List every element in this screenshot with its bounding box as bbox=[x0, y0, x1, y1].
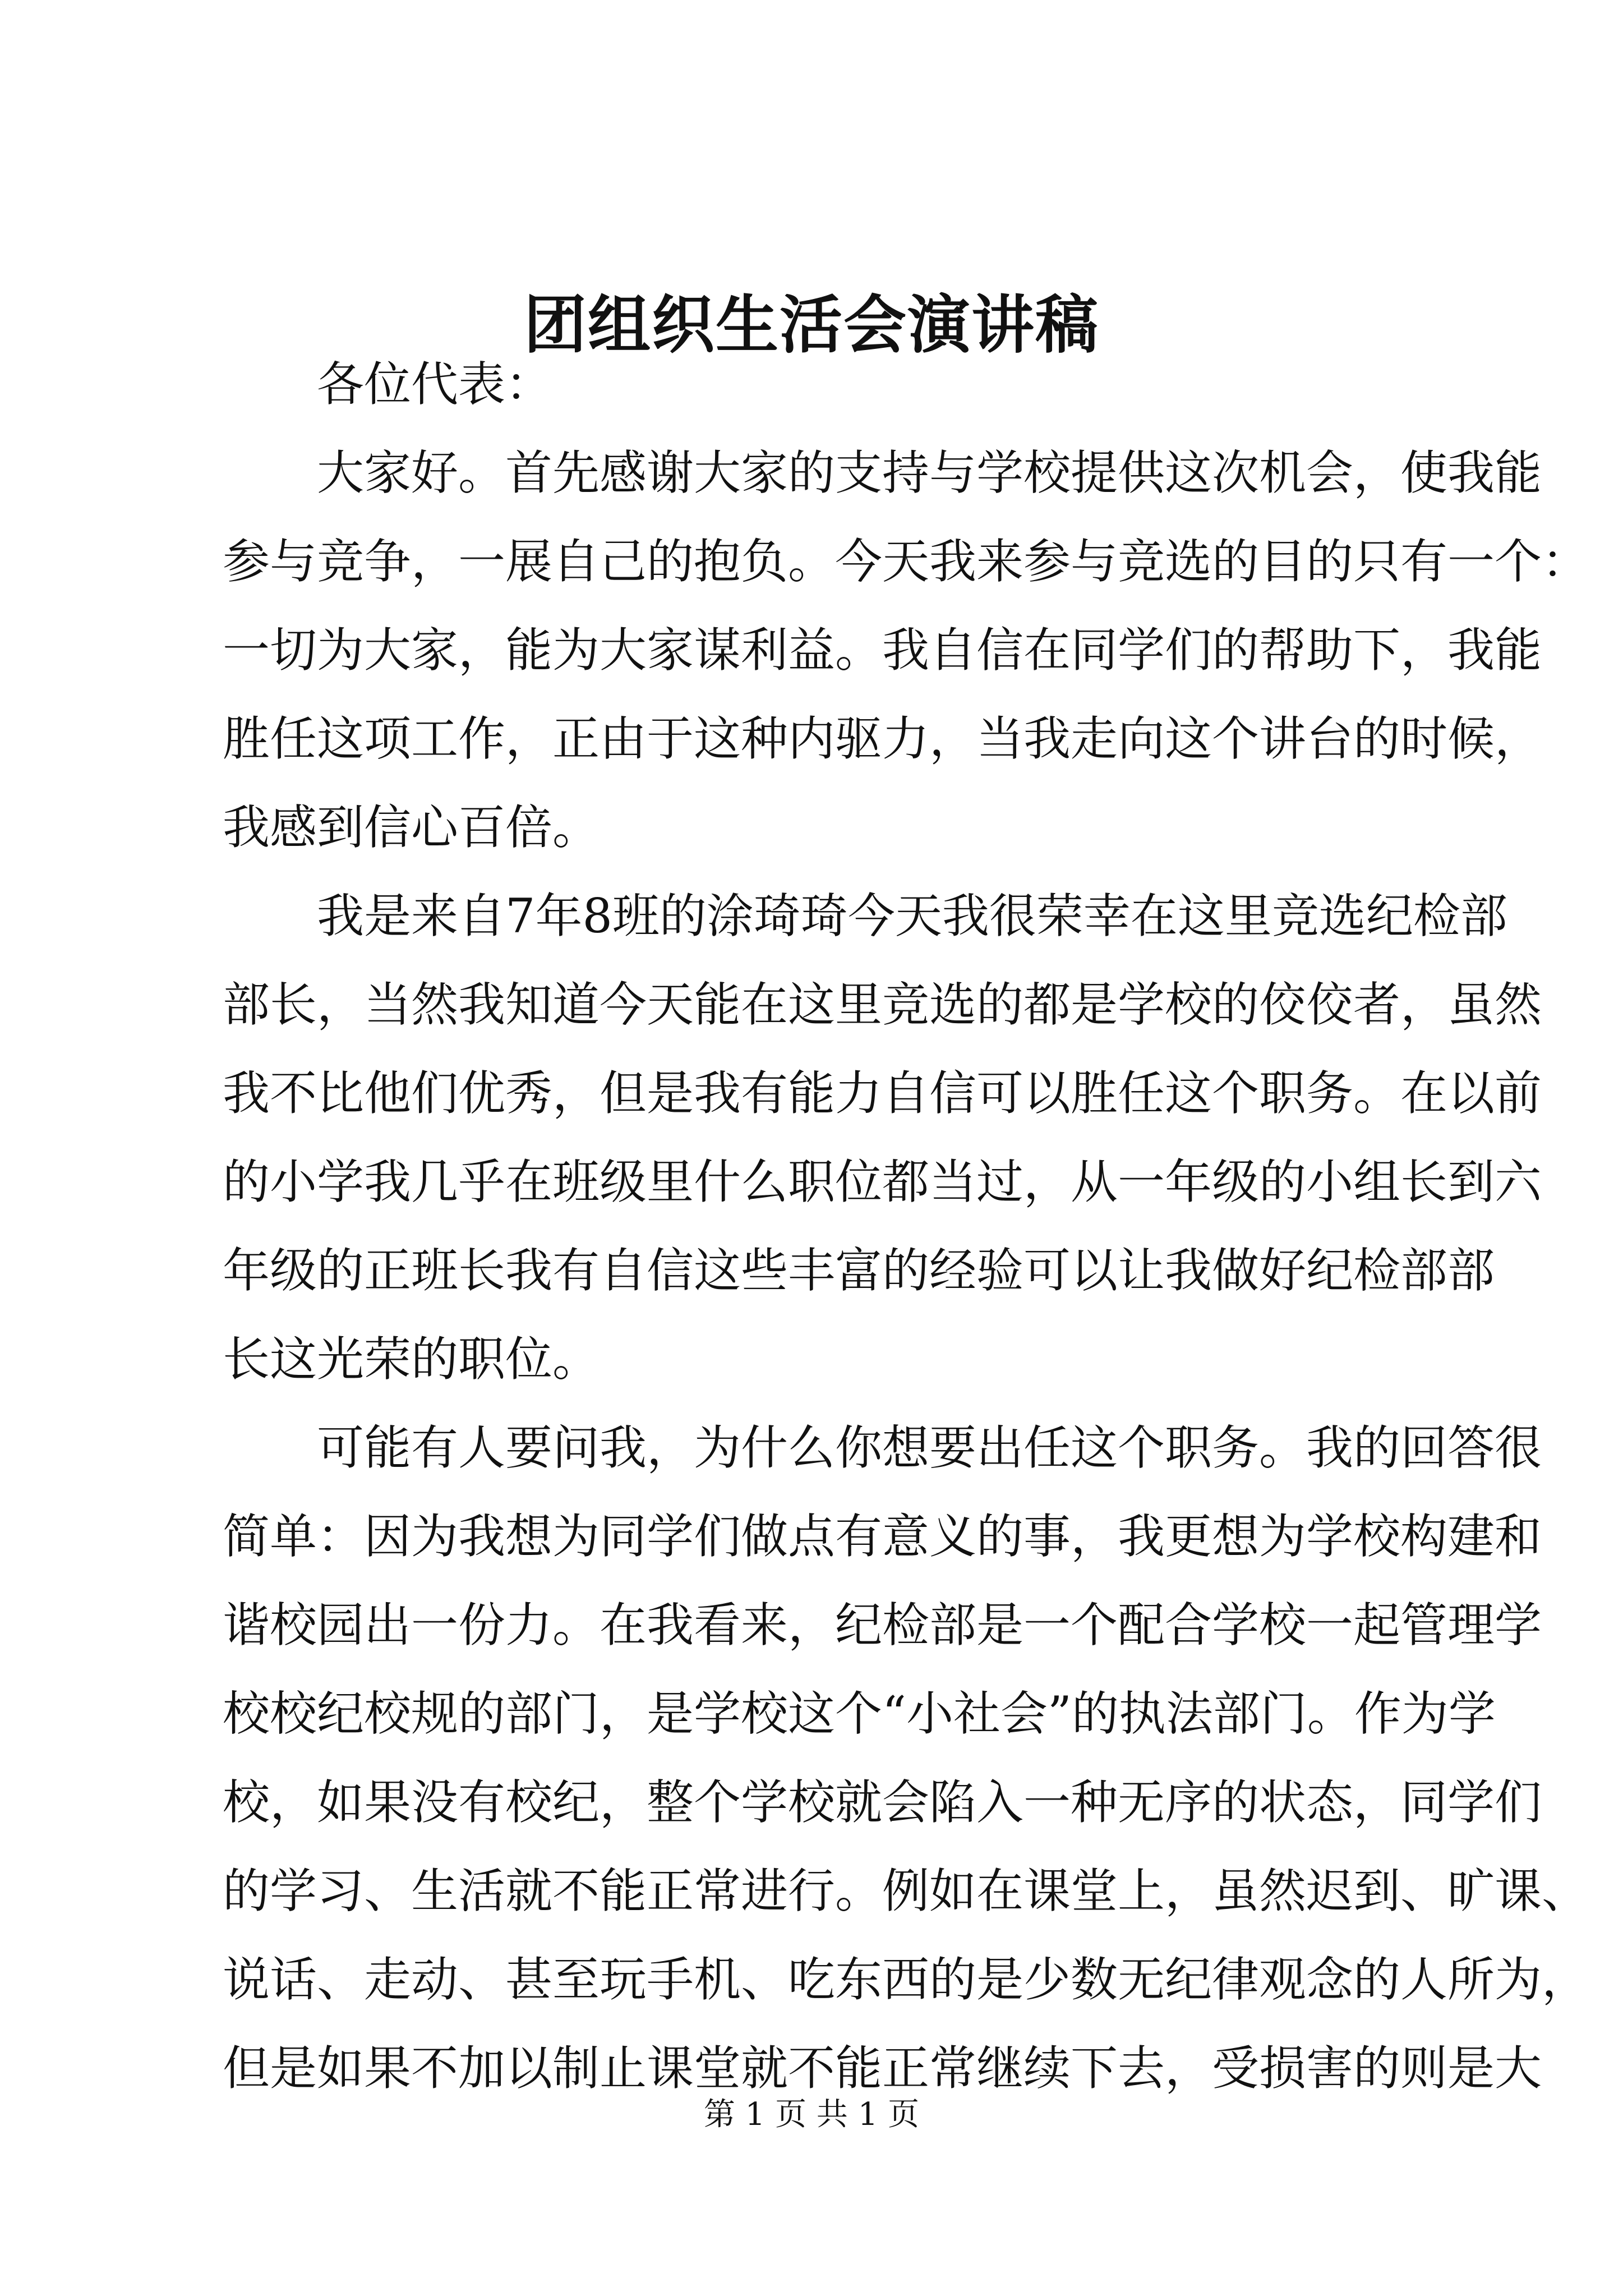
paragraph-line: 我是来自7年8班的涂琦琦今天我很荣幸在这里竞选纪检部 bbox=[317, 889, 1507, 944]
paragraph-line: 可能有人要问我，为什么你想要出任这个职务。我的回答很 bbox=[317, 1420, 1542, 1475]
paragraph-line: 长这光荣的职位。 bbox=[223, 1332, 600, 1387]
document-body bbox=[223, 340, 1589, 2113]
paragraph-line: 大家好。首先感谢大家的支持与学校提供这次机会，使我能 bbox=[317, 445, 1542, 500]
paragraph-line: 一切为大家，能为大家谋利益。我自信在同学们的帮助下，我能 bbox=[223, 623, 1542, 678]
page-footer: 第 1 页 共 1 页 bbox=[703, 2096, 920, 2133]
paragraph-line: 的小学我几乎在班级里什么职位都当过，从一年级的小组长到六 bbox=[223, 1154, 1542, 1209]
paragraph-line: 但是如果不加以制止课堂就不能正常继续下去，受损害的则是大 bbox=[223, 2041, 1542, 2096]
paragraph-line: 参与竞争，一展自己的抱负。今天我来参与竞选的目的只有一个： bbox=[223, 534, 1589, 589]
paragraph-line: 年级的正班长我有自信这些丰富的经验可以让我做好纪检部部 bbox=[223, 1243, 1495, 1298]
paragraph-line: 简单：因为我想为同学们做点有意义的事，我更想为学校构建和 bbox=[223, 1509, 1542, 1564]
paragraph-line: 胜任这项工作，正由于这种内驱力，当我走向这个讲台的时候， bbox=[223, 711, 1542, 766]
document-title: 团组织生活会演讲稿 bbox=[524, 288, 1099, 362]
paragraph-line: 部长，当然我知道今天能在这里竞选的都是学校的佼佼者，虽然 bbox=[223, 977, 1542, 1032]
paragraph-line: 我感到信心百倍。 bbox=[223, 800, 600, 855]
paragraph-line: 校，如果没有校纪，整个学校就会陷入一种无序的状态，同学们 bbox=[223, 1775, 1542, 1830]
paragraph-line: 校校纪校规的部门，是学校这个“小社会”的执法部门。作为学 bbox=[223, 1686, 1496, 1741]
salutation-line: 各位代表： bbox=[317, 357, 553, 412]
paragraph-line: 谐校园出一份力。在我看来，纪检部是一个配合学校一起管理学 bbox=[223, 1598, 1542, 1653]
paragraph-line: 我不比他们优秀，但是我有能力自信可以胜任这个职务。在以前 bbox=[223, 1066, 1542, 1121]
paragraph-line: 说话、走动、甚至玩手机、吃东西的是少数无纪律观念的人所为， bbox=[223, 1952, 1589, 2007]
paragraph-line: 的学习、生活就不能正常进行。例如在课堂上，虽然迟到、旷课、 bbox=[223, 1864, 1589, 1918]
